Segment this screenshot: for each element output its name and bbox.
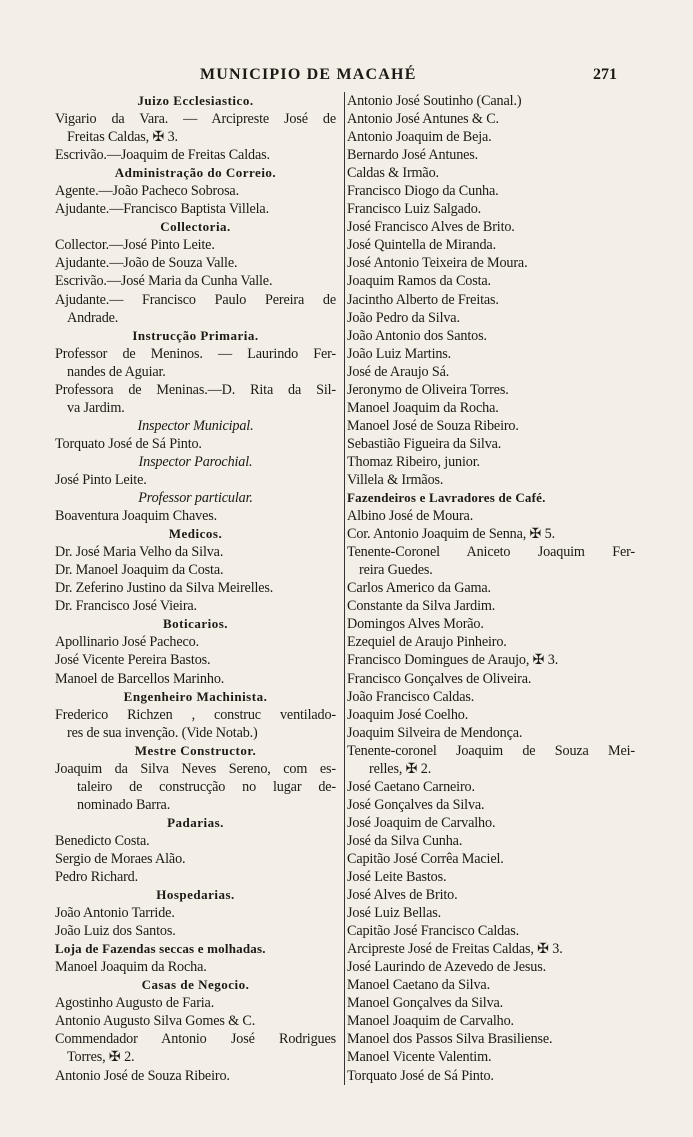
entry-line: Andrade. (67, 309, 119, 326)
section-heading: Padarias. (167, 814, 224, 830)
entry-line: Joaquim Ramos da Costa. (347, 273, 491, 290)
entry-line: João Luiz dos Santos. (55, 923, 176, 940)
entry-line: reira Guedes. (359, 562, 433, 579)
section-heading: Administração do Correio. (114, 165, 277, 181)
entry-line: Francisco Diogo da Cunha. (347, 183, 499, 200)
entry-line: Capitão José Corrêa Maciel. (347, 850, 504, 867)
entry-line: va Jardim. (67, 399, 125, 416)
section-heading: Hospedarias. (156, 887, 235, 903)
entry-line: Capitão José Francisco Caldas. (347, 923, 520, 940)
entry-line: José Laurindo de Azevedo de Jesus. (347, 959, 546, 976)
entry-line: José Vicente Pereira Bastos. (55, 652, 211, 669)
entry-line: taleiro de construcção no lugar de- (77, 778, 336, 795)
entry-line: Escrivão.—Joaquim de Freitas Caldas. (55, 147, 270, 164)
page-title: MUNICIPIO DE MACAHÉ (200, 66, 417, 83)
entry-line: Ajudante.— Francisco Paulo Pereira de (55, 291, 336, 308)
entry-line: José Quintella de Miranda. (347, 237, 496, 254)
entry-line: João Francisco Caldas. (347, 688, 475, 705)
entry-line: Frederico Richzen , construc ventilado- (55, 706, 336, 723)
entry-line: Dr. José Maria Velho da Silva. (55, 544, 224, 561)
entry-line: José Francisco Alves de Brito. (347, 219, 515, 236)
entry-line: Benedicto Costa. (55, 832, 150, 849)
entry-line: Constante da Silva Jardim. (347, 598, 496, 615)
entry-line: Tenente-Coronel Aniceto Joaquim Fer- (347, 544, 635, 561)
entry-line: Commendador Antonio José Rodrigues (55, 1031, 336, 1048)
entry-line: José Luiz Bellas. (347, 905, 441, 922)
entry-line: Sebastião Figueira da Silva. (347, 435, 502, 452)
entry-line: Torres, ✠ 2. (67, 1049, 135, 1066)
entry-line: Arcipreste José de Freitas Caldas, ✠ 3. (347, 941, 563, 958)
entry-line: Joaquim da Silva Neves Sereno, com es- (55, 760, 336, 777)
entry-line: Escrivão.—José Maria da Cunha Valle. (55, 273, 273, 290)
entry-line: Joaquim Silveira de Mendonça. (347, 724, 523, 741)
left-column (55, 92, 336, 1085)
entry-line: Dr. Manoel Joaquim da Costa. (55, 562, 224, 579)
entry-line: Villela & Irmãos. (347, 471, 444, 488)
section-heading: Collectoria. (160, 219, 231, 235)
entry-line: Manoel Joaquim da Rocha. (55, 959, 207, 976)
entry-line: José Joaquim de Carvalho. (347, 814, 496, 831)
entry-line: Thomaz Ribeiro, junior. (347, 453, 480, 470)
entry-line: Antonio José Soutinho (Canal.) (347, 93, 522, 109)
entry-line: Ajudante.—Francisco Baptista Villela. (55, 201, 269, 218)
entry-line: João Antonio Tarride. (55, 905, 175, 922)
entry-line: Professor de Meninos. — Laurindo Fer- (55, 345, 336, 362)
section-heading: Juizo Ecclesiastico. (137, 93, 254, 108)
entry-line: Antonio José de Souza Ribeiro. (55, 1067, 230, 1084)
section-heading: Inspector Parochial. (138, 453, 253, 470)
entry-line: Jacintho Alberto de Freitas. (347, 291, 499, 308)
entry-line: Manoel de Barcellos Marinho. (55, 670, 225, 687)
section-heading: Fazendeiros e Lavradores de Café. (347, 490, 546, 506)
entry-line: Manoel Gonçalves da Silva. (347, 995, 504, 1012)
right-column (344, 92, 635, 1085)
entry-line: Cor. Antonio Joaquim de Senna, ✠ 5. (347, 526, 556, 543)
entry-line: Torquato José de Sá Pinto. (347, 1067, 494, 1084)
entry-line: Manoel Caetano da Silva. (347, 977, 490, 994)
entry-line: José de Araujo Sá. (347, 363, 450, 380)
entry-line: José Pinto Leite. (55, 471, 147, 488)
section-heading: Engenheiro Machinista. (123, 688, 268, 704)
entry-line: Manoel Vicente Valentim. (347, 1049, 492, 1066)
section-heading: Boticarios. (162, 616, 229, 632)
entry-line: Apollinario José Pacheco. (55, 634, 199, 651)
entry-line: João Pedro da Silva. (347, 309, 460, 326)
section-heading: Mestre Constructor. (134, 742, 257, 758)
entry-line: Agostinho Augusto de Faria. (55, 995, 215, 1012)
entry-line: Antonio Joaquim de Beja. (347, 129, 492, 146)
entry-line: Jeronymo de Oliveira Torres. (347, 381, 509, 398)
page-header (0, 66, 693, 88)
entry-line: Carlos Americo da Gama. (347, 580, 491, 597)
entry-line: Bernardo José Antunes. (347, 147, 479, 164)
entry-line: Torquato José de Sá Pinto. (55, 435, 202, 452)
entry-line: Joaquim José Coelho. (347, 706, 469, 723)
section-heading: Professor particular. (138, 490, 253, 507)
entry-line: Collector.—José Pinto Leite. (55, 237, 215, 254)
entry-line: José Caetano Carneiro. (347, 778, 475, 795)
entry-line: José Leite Bastos. (347, 869, 447, 886)
entry-line: José Gonçalves da Silva. (347, 796, 485, 813)
entry-line: Manoel dos Passos Silva Brasiliense. (347, 1031, 553, 1048)
entry-line: Dr. Zeferino Justino da Silva Meirelles. (55, 580, 274, 597)
entry-line: Pedro Richard. (55, 869, 139, 886)
entry-line: Freitas Caldas, ✠ 3. (67, 129, 178, 146)
entry-line: nominado Barra. (77, 796, 171, 813)
section-heading: Loja de Fazendas seccas e molhadas. (55, 941, 266, 957)
entry-line: Boaventura Joaquim Chaves. (55, 508, 217, 525)
entry-line: Francisco Luiz Salgado. (347, 201, 482, 218)
entry-line: Sergio de Moraes Alão. (55, 850, 186, 867)
entry-line: Agente.—João Pacheco Sobrosa. (55, 183, 239, 200)
entry-line: Domingos Alves Morão. (347, 616, 484, 633)
entry-line: Tenente-coronel Joaquim de Souza Mei- (347, 742, 635, 759)
section-heading: Medicos. (168, 526, 223, 542)
entry-line: João Antonio dos Santos. (347, 327, 487, 344)
entry-line: Albino José de Moura. (347, 508, 474, 525)
entry-line: Antonio Augusto Silva Gomes & C. (55, 1013, 256, 1030)
entry-line: nandes de Aguiar. (67, 363, 166, 380)
entry-line: Caldas & Irmão. (347, 165, 439, 182)
entry-line: relles, ✠ 2. (369, 760, 432, 777)
entry-line: Francisco Gonçalves de Oliveira. (347, 670, 532, 687)
section-heading: Inspector Municipal. (137, 417, 254, 434)
section-heading: Instrucção Primaria. (132, 327, 259, 343)
entry-line: Manoel José de Souza Ribeiro. (347, 417, 519, 434)
entry-line: Ajudante.—João de Souza Valle. (55, 255, 238, 272)
entry-line: Ezequiel de Araujo Pinheiro. (347, 634, 507, 651)
entry-line: José da Silva Cunha. (347, 832, 463, 849)
page-number: 271 (593, 66, 617, 83)
entry-line: José Antonio Teixeira de Moura. (347, 255, 528, 272)
section-heading: Casas de Negocio. (141, 977, 250, 993)
entry-line: Professora de Meninas.—D. Rita da Sil- (55, 381, 336, 398)
entry-line: José Alves de Brito. (347, 887, 458, 904)
entry-line: João Luiz Martins. (347, 345, 452, 362)
entry-line: Antonio José Antunes & C. (347, 111, 499, 128)
entry-line: res de sua invenção. (Vide Notab.) (67, 724, 258, 741)
entry-line: Dr. Francisco José Vieira. (55, 598, 197, 615)
entry-line: Manoel Joaquim de Carvalho. (347, 1013, 514, 1030)
entry-line: Francisco Domingues de Araujo, ✠ 3. (347, 652, 559, 669)
entry-line: Vigario da Vara. — Arcipreste José de (55, 111, 336, 128)
entry-line: Manoel Joaquim da Rocha. (347, 399, 499, 416)
